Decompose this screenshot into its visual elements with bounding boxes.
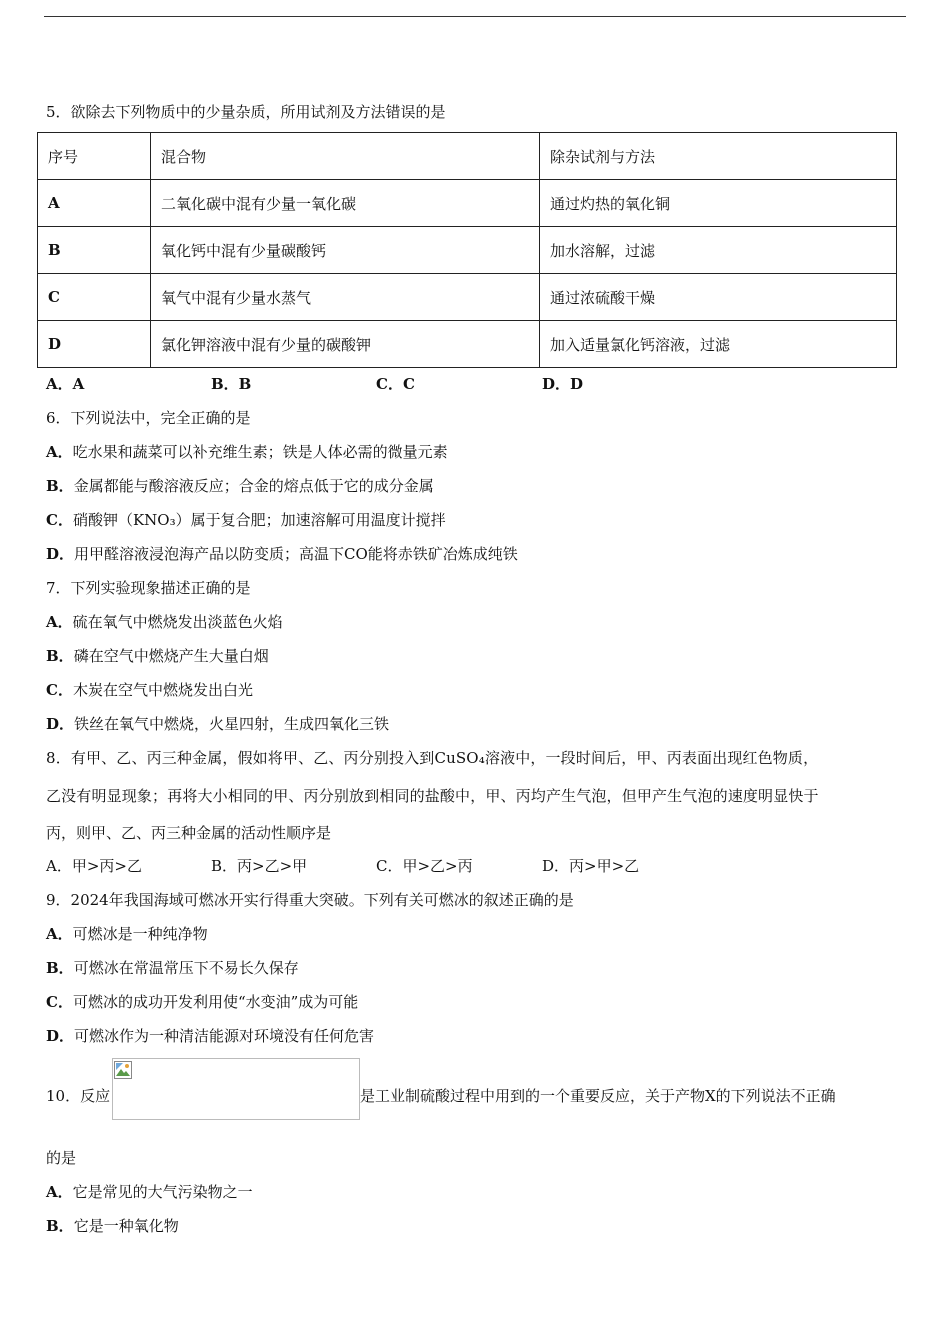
q10-stem-suffix: 是工业制硫酸过程中用到的一个重要反应，关于产物X的下列说法不正确 [360, 1087, 836, 1105]
q10-option-a[interactable] [46, 1182, 253, 1202]
option-text: 可燃冰的成功开发利用使“水变油”成为可能 [72, 993, 359, 1011]
mixture-cell: 二氧化碳中混有少量一氧化碳 [151, 180, 540, 227]
header-cell: 序号 [38, 133, 151, 180]
mixture-cell: 氧化钙中混有少量碳酸钙 [151, 227, 540, 274]
option-text: 可燃冰是一种纯净物 [72, 925, 208, 943]
table-row [38, 227, 897, 274]
option-text: 它是一种氧化物 [73, 1217, 179, 1235]
mixture-cell: 氯化钾溶液中混有少量的碳酸钾 [151, 321, 540, 368]
q5-stem: 5．欲除去下列物质中的少量杂质，所用试剂及方法错误的是 [46, 103, 446, 121]
q9-option-b[interactable] [46, 958, 299, 978]
option-d[interactable]: D．D [542, 375, 584, 393]
option-c[interactable]: C．甲>乙>丙 [376, 857, 473, 875]
q5-table [37, 132, 897, 368]
q10-stem-prefix: 10．反应 [46, 1087, 111, 1105]
option-text: 吃水果和蔬菜可以补充维生素；铁是人体必需的微量元素 [72, 443, 448, 461]
option-d[interactable]: D．丙>甲>乙 [542, 857, 640, 875]
q8-stem-line1: 8．有甲、乙、丙三种金属，假如将甲、乙、丙分别投入到CuSO₄溶液中，一段时间后，甲、丙表面出现红色物质， [46, 749, 819, 767]
option-label: A． [46, 613, 73, 631]
q6-option-c[interactable] [46, 510, 446, 530]
equation-image-placeholder [112, 1058, 360, 1120]
q10-stem-line2: 的是 [46, 1149, 77, 1167]
method-cell: 通过灼热的氧化铜 [540, 180, 897, 227]
option-text: 硫在氧气中燃烧发出淡蓝色火焰 [72, 613, 283, 631]
method-cell: 加入适量氯化钙溶液，过滤 [540, 321, 897, 368]
option-text: 木炭在空气中燃烧发出白光 [72, 681, 253, 699]
option-text: 用甲醛溶液浸泡海产品以防变质；高温下CO能将赤铁矿冶炼成纯铁 [74, 545, 518, 563]
mixture-cell: 氧气中混有少量水蒸气 [151, 274, 540, 321]
header-rule [44, 16, 906, 17]
option-label: D． [46, 715, 75, 733]
q7-option-c[interactable] [46, 680, 253, 700]
option-label: A． [46, 443, 73, 461]
option-text: 铁丝在氧气中燃烧，火星四射，生成四氧化三铁 [74, 715, 390, 733]
q8-stem-line2: 乙没有明显现象；再将大小相同的甲、丙分别放到相同的盐酸中，甲、丙均产生气泡，但甲产生气泡的速度明显快于 [46, 787, 819, 805]
q8-stem-line3: 丙，则甲、乙、丙三种金属的活动性顺序是 [46, 824, 332, 842]
row-label: A [38, 180, 151, 227]
option-a[interactable]: A．甲>丙>乙 [46, 857, 142, 875]
q6-option-b[interactable] [46, 476, 434, 496]
option-label: B． [46, 647, 74, 665]
option-b[interactable]: B．丙>乙>甲 [211, 857, 308, 875]
table-row [38, 321, 897, 368]
option-c[interactable]: C．C [376, 375, 415, 393]
table-row [38, 180, 897, 227]
header-cell: 除杂试剂与方法 [540, 133, 897, 180]
table-header-row [38, 133, 897, 180]
option-a[interactable]: A．A [46, 375, 85, 393]
table-row [38, 274, 897, 321]
option-label: A． [46, 1183, 73, 1201]
q9-option-c[interactable] [46, 992, 358, 1012]
option-label: D． [46, 1027, 75, 1045]
option-label: D． [46, 545, 75, 563]
q7-option-b[interactable] [46, 646, 269, 666]
option-label: C． [46, 511, 73, 529]
option-label: B． [46, 1217, 74, 1235]
option-text: 它是常见的大气污染物之一 [72, 1183, 253, 1201]
q7-option-a[interactable] [46, 612, 283, 632]
q9-option-a[interactable] [46, 924, 208, 944]
row-label: B [38, 227, 151, 274]
option-text: 磷在空气中燃烧产生大量白烟 [73, 647, 269, 665]
q10-option-b[interactable] [46, 1216, 179, 1236]
method-cell: 加水溶解，过滤 [540, 227, 897, 274]
q9-stem: 9．2024年我国海域可燃冰开实行得重大突破。下列有关可燃冰的叙述正确的是 [46, 891, 574, 909]
option-b[interactable]: B．B [211, 375, 252, 393]
option-label: B． [46, 959, 74, 977]
q7-option-d[interactable] [46, 714, 389, 734]
row-label: D [38, 321, 151, 368]
row-label: C [38, 274, 151, 321]
option-label: C． [46, 993, 73, 1011]
option-text: 可燃冰在常温常压下不易长久保存 [73, 959, 299, 977]
option-text: 可燃冰作为一种清洁能源对环境没有任何危害 [74, 1027, 375, 1045]
q6-option-d[interactable] [46, 544, 518, 564]
option-text: 金属都能与酸溶液反应；合金的熔点低于它的成分金属 [73, 477, 434, 495]
broken-image-icon [114, 1061, 132, 1079]
option-label: B． [46, 477, 74, 495]
q9-option-d[interactable] [46, 1026, 374, 1046]
q6-stem: 6．下列说法中，完全正确的是 [46, 409, 251, 427]
q7-stem: 7．下列实验现象描述正确的是 [46, 579, 251, 597]
q6-option-a[interactable] [46, 442, 448, 462]
method-cell: 通过浓硫酸干燥 [540, 274, 897, 321]
option-label: A． [46, 925, 73, 943]
option-label: C． [46, 681, 73, 699]
header-cell: 混合物 [151, 133, 540, 180]
option-text: 硝酸钾（KNO₃）属于复合肥；加速溶解可用温度计搅拌 [72, 511, 446, 529]
